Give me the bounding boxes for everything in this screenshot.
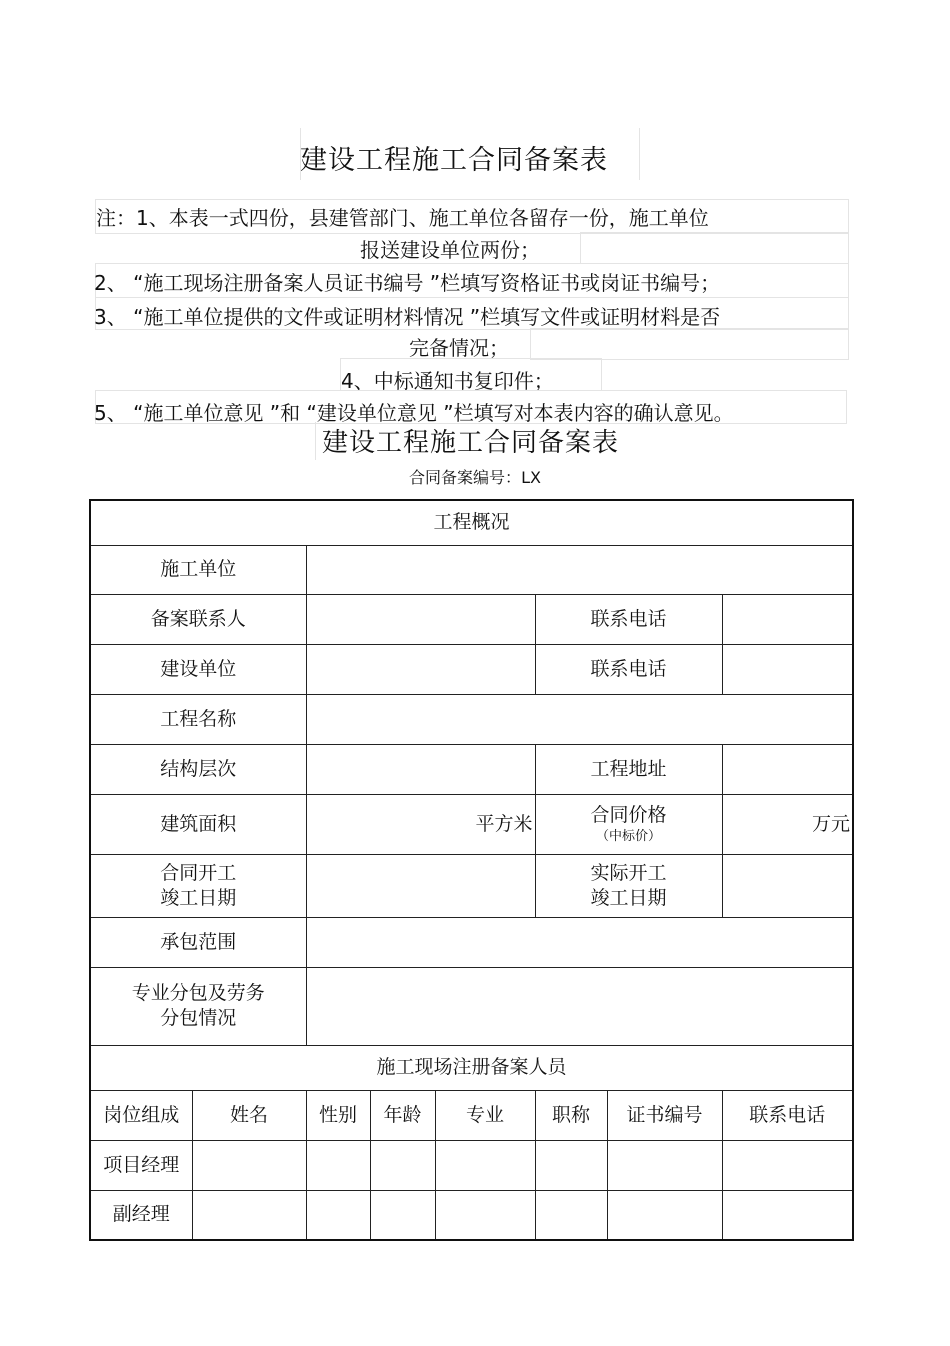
table-row xyxy=(90,744,853,794)
label-filing-contact: 备案联系人 xyxy=(90,594,306,644)
section-header-overview: 工程概况 xyxy=(90,500,853,545)
value-owner-phone[interactable] xyxy=(722,644,853,694)
value-contract-scope[interactable] xyxy=(306,917,853,967)
table-cell[interactable] xyxy=(370,1190,435,1240)
filing-form-table xyxy=(89,499,854,1241)
record-number-value: LX xyxy=(521,468,541,487)
label-building-area: 建筑面积 xyxy=(90,794,306,854)
table-row xyxy=(90,854,853,917)
section-row-overview xyxy=(90,500,853,545)
price-unit: 万元 xyxy=(812,812,851,835)
note-1-line-2: 报送建设单位两份； xyxy=(360,238,540,262)
row-label-deputy-manager: 副经理 xyxy=(90,1190,192,1240)
title-frame xyxy=(300,128,640,180)
label-contract-price xyxy=(535,794,722,854)
actual-dates-line-2: 竣工日期 xyxy=(590,886,667,909)
section-header-personnel: 施工现场注册备案人员 xyxy=(90,1045,853,1090)
contract-price-note: （中标价） xyxy=(595,828,661,844)
column-header: 岗位组成 xyxy=(90,1090,192,1140)
section-row-personnel xyxy=(90,1045,853,1090)
table-cell[interactable] xyxy=(607,1190,722,1240)
document-title: 建设工程施工合同备案表 xyxy=(300,145,608,176)
value-actual-dates[interactable] xyxy=(722,854,853,917)
column-header: 联系电话 xyxy=(722,1090,853,1140)
record-number xyxy=(0,465,950,488)
area-unit: 平方米 xyxy=(475,812,533,835)
table-cell[interactable] xyxy=(306,1140,370,1190)
label-contact-phone: 联系电话 xyxy=(535,594,722,644)
subcontract-line-1: 专业分包及劳务 xyxy=(131,982,265,1004)
table-row xyxy=(90,694,853,744)
table-row xyxy=(90,794,853,854)
value-contract-price[interactable] xyxy=(722,794,853,854)
label-subcontract xyxy=(90,967,306,1045)
label-construction-unit: 施工单位 xyxy=(90,545,306,594)
value-project-name[interactable] xyxy=(306,694,853,744)
actual-dates-line-1: 实际开工 xyxy=(590,861,667,884)
note-frame-2 xyxy=(580,232,849,264)
personnel-row-deputy-manager xyxy=(90,1190,853,1240)
table-cell[interactable] xyxy=(192,1190,306,1240)
personnel-header-row xyxy=(90,1090,853,1140)
column-header: 年龄 xyxy=(370,1090,435,1140)
note-4: 4、中标通知书复印件； xyxy=(341,369,554,393)
contract-price-label: 合同价格 xyxy=(590,803,667,826)
label-contract-scope: 承包范围 xyxy=(90,917,306,967)
label-owner-phone: 联系电话 xyxy=(535,644,722,694)
value-owner-unit[interactable] xyxy=(306,644,535,694)
label-owner-unit: 建设单位 xyxy=(90,644,306,694)
note-frame-5 xyxy=(530,328,849,360)
table-cell[interactable] xyxy=(435,1140,535,1190)
table-cell[interactable] xyxy=(535,1190,607,1240)
table-cell[interactable] xyxy=(722,1190,853,1240)
form-title: 建设工程施工合同备案表 xyxy=(322,428,620,458)
label-actual-dates xyxy=(535,854,722,917)
table-row xyxy=(90,644,853,694)
value-project-address[interactable] xyxy=(722,744,853,794)
contract-dates-line-2: 竣工日期 xyxy=(160,886,237,909)
table-cell[interactable] xyxy=(435,1190,535,1240)
table-row xyxy=(90,594,853,644)
value-contract-dates[interactable] xyxy=(306,854,535,917)
column-header: 职称 xyxy=(535,1090,607,1140)
contract-dates-line-1: 合同开工 xyxy=(160,861,237,884)
note-3-line-2: 完备情况； xyxy=(409,336,509,360)
table-cell[interactable] xyxy=(370,1140,435,1190)
table-row xyxy=(90,917,853,967)
column-header: 证书编号 xyxy=(607,1090,722,1140)
value-structure-floors[interactable] xyxy=(306,744,535,794)
note-3-line-1: 3、 “施工单位提供的文件或证明材料情况 ”栏填写文件或证明材料是否 xyxy=(94,305,721,329)
table-row xyxy=(90,545,853,594)
table-cell[interactable] xyxy=(607,1140,722,1190)
column-header: 专业 xyxy=(435,1090,535,1140)
table-row xyxy=(90,967,853,1045)
column-header: 姓名 xyxy=(192,1090,306,1140)
value-building-area[interactable] xyxy=(306,794,535,854)
note-2: 2、 “施工现场注册备案人员证书编号 ”栏填写资格证书或岗证书编号； xyxy=(94,271,721,295)
record-number-label: 合同备案编号： xyxy=(409,468,522,487)
table-cell[interactable] xyxy=(722,1140,853,1190)
value-construction-unit[interactable] xyxy=(306,545,853,594)
note-1-line-1: 注：1、本表一式四份，县建管部门、施工单位各留存一份，施工单位 xyxy=(96,206,709,230)
table-cell[interactable] xyxy=(192,1140,306,1190)
note-5: 5、 “施工单位意见 ”和 “建设单位意见 ”栏填写对本表内容的确认意见。 xyxy=(94,401,734,425)
label-project-name: 工程名称 xyxy=(90,694,306,744)
personnel-row-project-manager xyxy=(90,1140,853,1190)
value-subcontract[interactable] xyxy=(306,967,853,1045)
value-filing-contact[interactable] xyxy=(306,594,535,644)
table-cell[interactable] xyxy=(535,1140,607,1190)
column-header: 性别 xyxy=(306,1090,370,1140)
label-structure-floors: 结构层次 xyxy=(90,744,306,794)
label-project-address: 工程地址 xyxy=(535,744,722,794)
table-cell[interactable] xyxy=(306,1190,370,1240)
label-contract-dates xyxy=(90,854,306,917)
row-label-project-manager: 项目经理 xyxy=(90,1140,192,1190)
value-contact-phone[interactable] xyxy=(722,594,853,644)
subcontract-line-2: 分包情况 xyxy=(160,1007,237,1029)
